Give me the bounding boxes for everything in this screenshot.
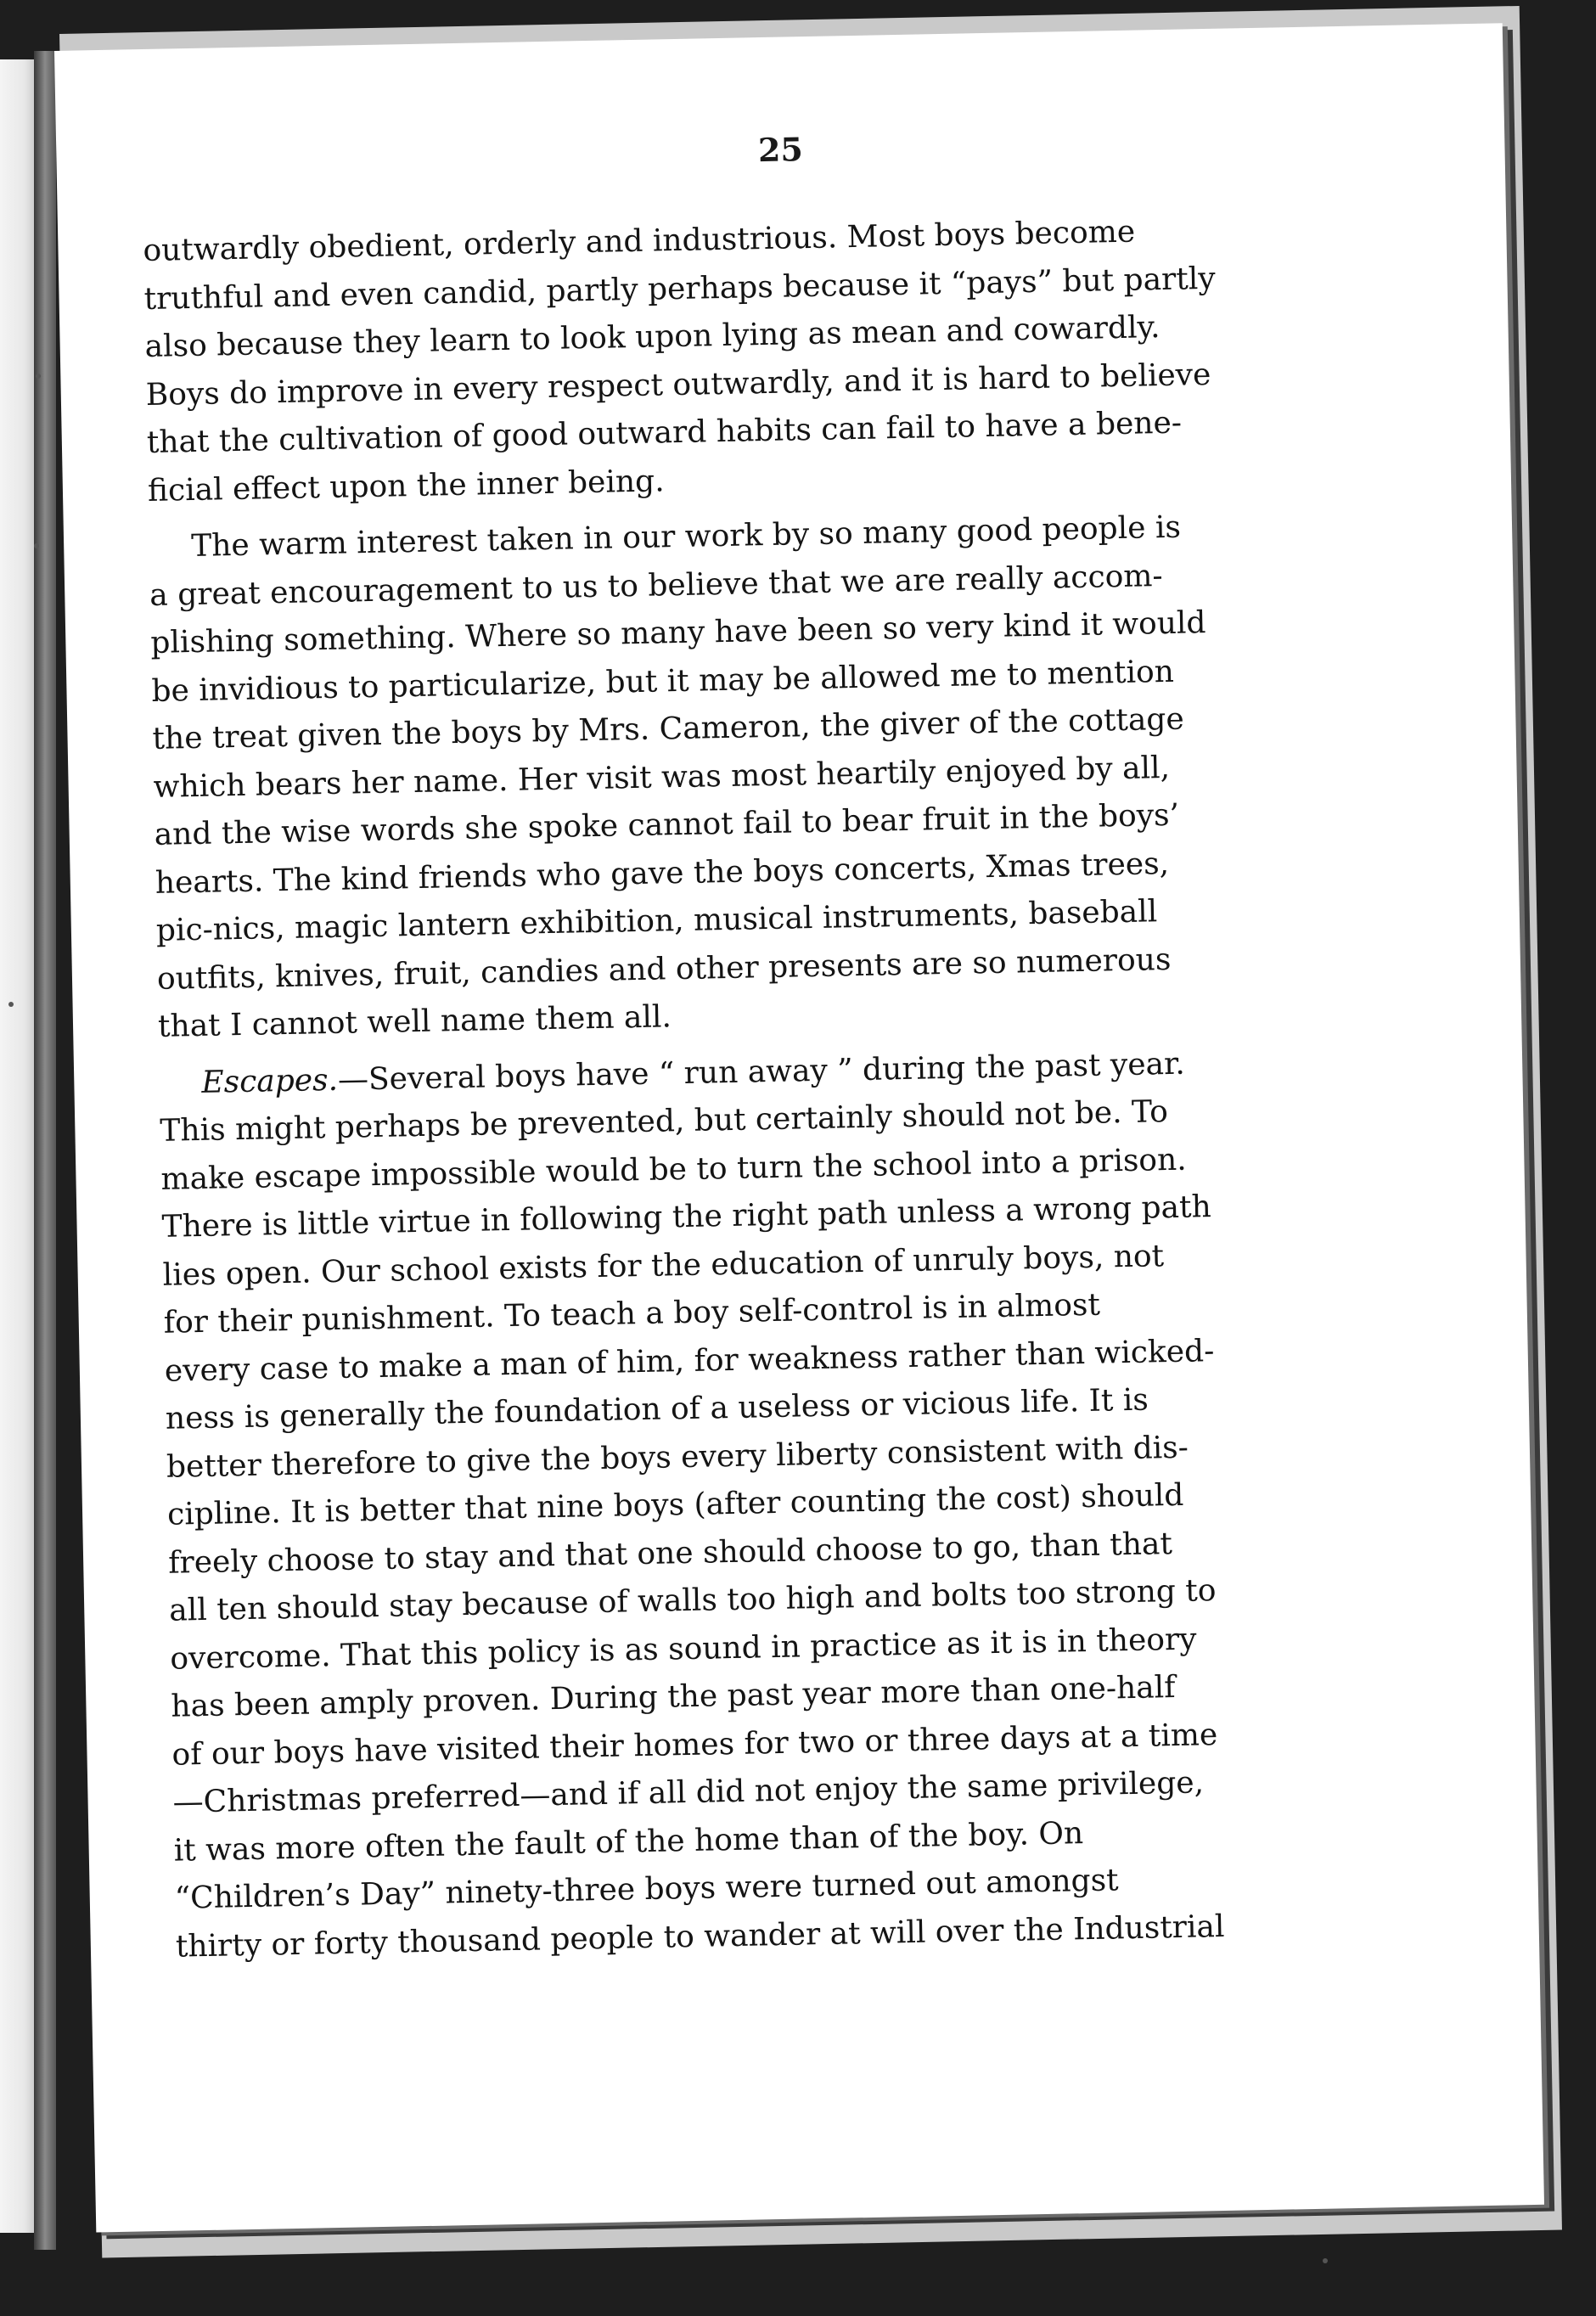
text-line: There is little virtue in following the right path unless a wrong path <box>161 1189 1212 1245</box>
paragraph-3-escapes <box>159 1037 1347 1971</box>
text-line: ficial effect upon the inner being. <box>147 463 665 509</box>
section-lead-escapes: Escapes. <box>200 1062 339 1100</box>
text-line: —Christmas preferred—and if all did not enjoy the same privilege, <box>172 1765 1205 1820</box>
text-line: be invidious to particularize, but it may be allowed me to mention <box>151 654 1175 709</box>
text-line: freely choose to stay and that one should choose to go, than that <box>167 1526 1173 1581</box>
scan-speck <box>8 1002 14 1007</box>
text-line: outwardly obedient, orderly and industrious. Most boys become <box>143 214 1136 269</box>
text-line: The warm interest taken in our work by so many good people is <box>190 509 1182 565</box>
text-line: that the cultivation of good outward habits can fail to have a bene- <box>146 405 1183 460</box>
scan-speck <box>36 374 41 379</box>
text-line: overcome. That this policy is as sound in practice as it is in theory <box>169 1622 1197 1677</box>
text-line: thirty or forty thousand people to wander at will over the Industrial <box>175 1908 1225 1965</box>
text-line: truthful and even candid, partly perhaps because it “pays” but partly <box>143 261 1216 317</box>
text-line: the treat given the boys by Mrs. Cameron, the giver of the cottage <box>152 701 1185 756</box>
text-line: This might perhaps be prevented, but certainly should not be. To <box>160 1094 1169 1149</box>
text-line: Boys do improve in every respect outwardly, and it is hard to believe <box>145 357 1211 413</box>
text-line: also because they learn to look upon lying as mean and cowardly. <box>144 310 1160 365</box>
scan-speck <box>1323 2258 1328 2263</box>
text-line: plishing something. Where so many have been so very kind it would <box>150 605 1206 661</box>
text-line: outfits, knives, fruit, candies and other presents are so numerous <box>156 942 1172 997</box>
text-line: “Children’s Day” ninety-three boys were turned out amongst <box>174 1863 1119 1916</box>
page-number: 25 <box>757 130 804 170</box>
text-line: a great encouragement to us to believe that we are really accom- <box>149 558 1164 613</box>
text-line: and the wise words she spoke cannot fail to bear fruit in the boys’ <box>154 797 1180 852</box>
book-page <box>54 23 1544 2232</box>
text-line: that I cannot well name them all. <box>157 999 672 1044</box>
book-gutter <box>34 51 56 2250</box>
text-line: ness is generally the foundation of a useless or vicious life. It is <box>165 1382 1149 1436</box>
text-line: which bears her name. Her visit was most heartily enjoyed by all, <box>153 750 1171 805</box>
text-line: of our boys have visited their homes for two or three days at a time <box>171 1717 1218 1773</box>
text-line: it was more often the fault of the home than of the boy. On <box>173 1815 1084 1869</box>
text-line: every case to make a man of him, for weakness rather than wicked- <box>164 1333 1215 1389</box>
paragraph-2 <box>149 501 1330 1051</box>
text-line: all ten should stay because of walls too high and bolts too strong to <box>168 1573 1217 1628</box>
text-line-rest: —Several boys have “ run away ” during the past year. <box>337 1046 1186 1098</box>
text-line: make escape impossible would be to turn the school into a prison. <box>160 1142 1188 1197</box>
scan-speck <box>34 543 39 548</box>
text-line: hearts. The kind friends who gave the boys concerts, Xmas trees, <box>155 846 1170 901</box>
paragraph-1 <box>143 205 1319 515</box>
text-line: better therefore to give the boys every liberty consistent with dis- <box>166 1430 1189 1485</box>
text-line: lies open. Our school exists for the education of unruly boys, not <box>162 1238 1165 1293</box>
text-line: has been amply proven. During the past year more than one-half <box>171 1670 1176 1724</box>
body-text <box>143 205 1347 1971</box>
text-line: pic-nics, magic lantern exhibition, musical instruments, baseball <box>155 894 1158 948</box>
text-line: for their punishment. To teach a boy self-control is in almost <box>163 1287 1101 1341</box>
text-line: cipline. It is better that nine boys (after counting the cost) should <box>166 1477 1184 1532</box>
